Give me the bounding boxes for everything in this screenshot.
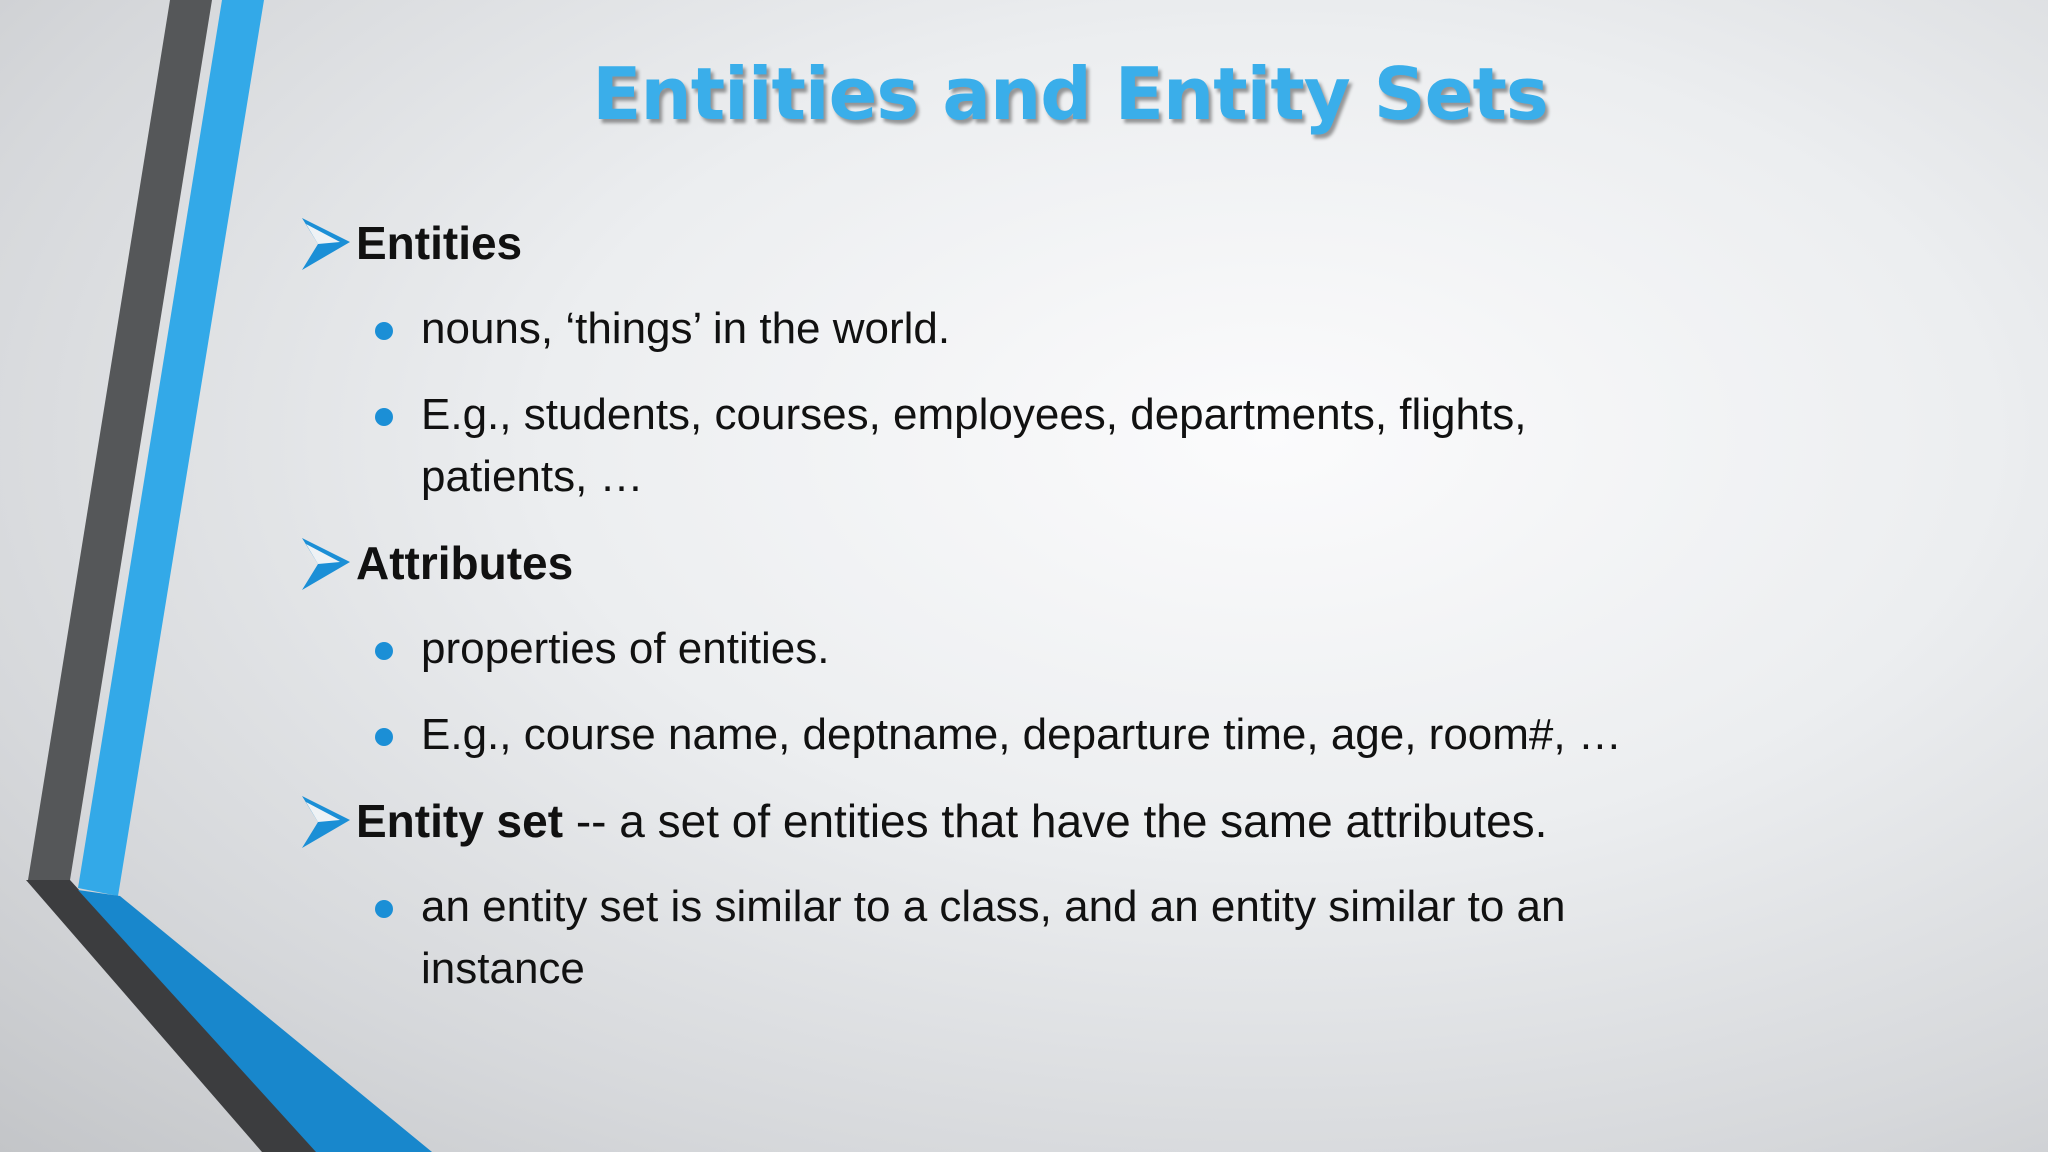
sub-bullet — [421, 298, 1651, 360]
sub-bullet-text: properties of entities. — [421, 624, 830, 673]
arrow-bullet-icon — [300, 536, 352, 594]
bullet-attributes — [300, 532, 1700, 594]
bullet-heading: Entity set — [356, 795, 564, 847]
bullet-entity-set — [300, 790, 1700, 852]
arrow-bullet-icon — [300, 216, 352, 274]
sub-bullet — [421, 618, 1651, 680]
slide-title: Entiities and Entity Sets — [592, 52, 1548, 136]
sub-bullet-text: E.g., course name, deptname, departure time, age, room#, … — [421, 710, 1622, 759]
dot-bullet-icon — [375, 900, 393, 918]
sub-bullet-text: E.g., students, courses, employees, departments, flights, patients, … — [421, 390, 1527, 501]
slide-content — [300, 212, 1700, 1024]
sub-bullet — [421, 876, 1651, 1000]
arrow-bullet-icon — [300, 794, 352, 852]
dot-bullet-icon — [375, 408, 393, 426]
sub-bullet-text: an entity set is similar to a class, and an entity similar to an instance — [421, 882, 1566, 993]
dot-bullet-icon — [375, 642, 393, 660]
sub-bullet — [421, 704, 1651, 766]
sub-bullet — [421, 384, 1651, 508]
bullet-heading: Entities — [356, 217, 523, 269]
sub-bullet-text: nouns, ‘things’ in the world. — [421, 304, 951, 353]
bullet-rest: -- a set of entities that have the same attributes. — [563, 795, 1548, 847]
dot-bullet-icon — [375, 728, 393, 746]
dot-bullet-icon — [375, 322, 393, 340]
bullet-heading: Attributes — [356, 537, 574, 589]
bullet-entities — [300, 212, 1700, 274]
